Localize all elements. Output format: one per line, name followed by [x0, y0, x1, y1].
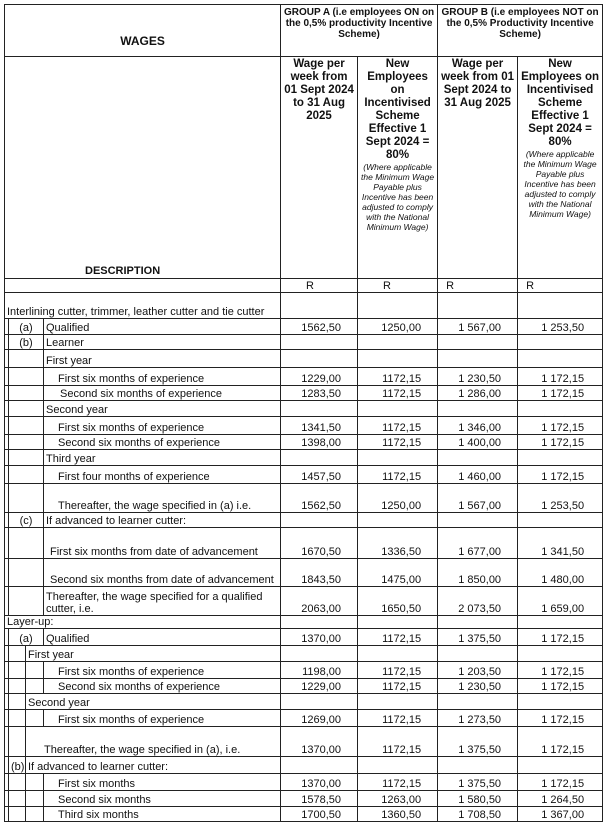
value-b-new: 1 253,50 — [518, 319, 603, 335]
value-b-new: 1 367,00 — [518, 807, 603, 822]
currency-b2: R — [518, 279, 603, 293]
indent-cell — [9, 484, 44, 513]
value-b-wage: 1 708,50 — [438, 807, 518, 822]
cell-empty — [438, 293, 518, 319]
value-b-wage: 1 460,00 — [438, 466, 518, 484]
row-desc: First six months of experience — [44, 368, 281, 386]
value-a-wage: 1398,00 — [281, 435, 358, 450]
cell-empty — [518, 401, 603, 417]
value-a-new: 1650,50 — [358, 587, 438, 616]
cell-empty — [281, 335, 358, 350]
cell-empty — [281, 450, 358, 466]
cell-empty — [518, 350, 603, 368]
indent-cell — [9, 466, 44, 484]
cell-empty — [518, 616, 603, 629]
row-desc: Second six months of experience — [44, 386, 281, 401]
value-b-new: 1 253,50 — [518, 484, 603, 513]
value-b-wage: 1 580,50 — [438, 791, 518, 807]
group-a-new-heading — [358, 57, 438, 279]
value-a-wage: 1562,50 — [281, 319, 358, 335]
value-a-wage: 2063,00 — [281, 587, 358, 616]
value-a-wage: 1370,00 — [281, 727, 358, 757]
value-b-new: 1 172,15 — [518, 727, 603, 757]
value-a-new: 1475,00 — [358, 559, 438, 587]
cell-empty — [358, 646, 438, 662]
value-b-wage: 1 850,00 — [438, 559, 518, 587]
value-b-wage: 1 375,50 — [438, 774, 518, 791]
value-b-wage: 1 273,50 — [438, 710, 518, 727]
row-desc: First year — [26, 646, 281, 662]
value-a-new: 1172,15 — [358, 774, 438, 791]
group-a-wage-heading: Wage per week from 01 Sept 2024 to 31 Aug 2025 — [281, 57, 358, 279]
currency-a2: R — [358, 279, 438, 293]
group-b-new-heading-bold: New Employees on Incentivised Scheme Effective 1 Sept 2024 = 80% — [521, 58, 600, 148]
cell-empty — [358, 757, 438, 774]
indent-cell — [9, 679, 26, 694]
cell-empty — [518, 513, 603, 528]
row-desc: Qualified — [44, 629, 281, 646]
indent-cell — [26, 679, 44, 694]
indent-cell — [9, 528, 44, 559]
value-a-wage: 1283,50 — [281, 386, 358, 401]
indent-cell — [9, 587, 44, 616]
currency-a1: R — [281, 279, 358, 293]
indent-cell — [26, 710, 44, 727]
wages-table — [4, 4, 603, 822]
value-b-new: 1 172,15 — [518, 368, 603, 386]
value-a-new: 1172,15 — [358, 662, 438, 679]
value-b-wage: 1 677,00 — [438, 528, 518, 559]
group-b-new-heading-note: (Where applicable the Minimum Wage Payable plus Incentive has been adjusted to comply with the National Minimum Wage) — [523, 149, 597, 219]
section-title: Layer-up: — [5, 616, 281, 629]
value-b-new: 1 172,15 — [518, 629, 603, 646]
cell-empty — [358, 694, 438, 710]
value-a-new: 1360,50 — [358, 807, 438, 822]
row-desc: Thereafter, the wage specified in (a), i.e. — [26, 727, 281, 757]
cell-empty — [438, 757, 518, 774]
group-b-heading: GROUP B (i.e employees NOT on the 0,5% Productivity Incentive Scheme) — [438, 5, 603, 57]
value-a-new: 1336,50 — [358, 528, 438, 559]
row-desc: Third six months — [44, 807, 281, 822]
value-a-new: 1172,15 — [358, 386, 438, 401]
cell-empty — [281, 757, 358, 774]
cell-empty — [518, 694, 603, 710]
row-desc: First six months of experience — [44, 417, 281, 435]
cell-empty — [358, 401, 438, 417]
row-desc: If advanced to learner cutter: — [26, 757, 281, 774]
group-a-heading: GROUP A (i.e employees ON on the 0,5% productivity Incentive Scheme) — [281, 5, 438, 57]
row-desc: Third year — [44, 450, 281, 466]
indent-cell — [9, 417, 44, 435]
cell-empty — [438, 646, 518, 662]
cell-empty — [438, 450, 518, 466]
cell-empty — [518, 757, 603, 774]
row-desc: First four months of experience — [44, 466, 281, 484]
value-a-wage: 1198,00 — [281, 662, 358, 679]
indent-cell — [9, 807, 26, 822]
item-label: (a) — [9, 629, 44, 646]
indent-cell — [9, 350, 44, 368]
indent-cell — [9, 774, 26, 791]
value-a-new: 1263,00 — [358, 791, 438, 807]
value-b-new: 1 172,15 — [518, 417, 603, 435]
indent-cell — [9, 401, 44, 417]
value-b-new: 1 172,15 — [518, 435, 603, 450]
cell-empty — [438, 616, 518, 629]
value-a-wage: 1370,00 — [281, 629, 358, 646]
row-desc: Second six months of experience — [44, 679, 281, 694]
value-a-new: 1172,15 — [358, 435, 438, 450]
row-desc: Learner — [44, 335, 281, 350]
indent-cell — [9, 694, 26, 710]
cell-empty — [438, 694, 518, 710]
value-b-new: 1 172,15 — [518, 466, 603, 484]
value-a-wage: 1269,00 — [281, 710, 358, 727]
indent-cell — [9, 662, 26, 679]
value-b-wage: 1 346,00 — [438, 417, 518, 435]
item-label: (b) — [9, 757, 26, 774]
value-a-new: 1250,00 — [358, 319, 438, 335]
indent-cell — [9, 559, 44, 587]
cell-empty — [518, 646, 603, 662]
value-a-wage: 1670,50 — [281, 528, 358, 559]
cell-empty — [438, 401, 518, 417]
section-title: Interlining cutter, trimmer, leather cutter and tie cutter — [5, 293, 281, 319]
value-b-new: 1 172,15 — [518, 386, 603, 401]
value-a-wage: 1229,00 — [281, 368, 358, 386]
row-desc: Second six months from date of advancement — [44, 559, 281, 587]
value-b-new: 1 341,50 — [518, 528, 603, 559]
cell-empty — [281, 694, 358, 710]
row-desc: First year — [44, 350, 281, 368]
cell-empty — [281, 513, 358, 528]
currency-b1: R — [438, 279, 518, 293]
item-label: (b) — [9, 335, 44, 350]
value-b-wage: 1 230,50 — [438, 368, 518, 386]
cell-empty — [438, 350, 518, 368]
value-a-wage: 1578,50 — [281, 791, 358, 807]
indent-cell — [9, 386, 44, 401]
cell-empty — [518, 335, 603, 350]
cell-empty — [358, 335, 438, 350]
row-desc: If advanced to learner cutter: — [44, 513, 281, 528]
cell-empty — [358, 350, 438, 368]
value-a-wage: 1341,50 — [281, 417, 358, 435]
value-b-new: 1 172,15 — [518, 662, 603, 679]
indent-cell — [26, 774, 44, 791]
indent-cell — [9, 435, 44, 450]
row-desc: Second six months of experience — [44, 435, 281, 450]
value-b-new: 1 659,00 — [518, 587, 603, 616]
value-b-wage: 1 203,50 — [438, 662, 518, 679]
cell-empty — [281, 646, 358, 662]
value-b-wage: 1 375,50 — [438, 629, 518, 646]
indent-cell — [9, 368, 44, 386]
indent-cell — [26, 807, 44, 822]
value-a-wage: 1457,50 — [281, 466, 358, 484]
value-a-wage: 1562,50 — [281, 484, 358, 513]
row-desc: First six months of experience — [44, 662, 281, 679]
group-b-new-heading — [518, 57, 603, 279]
group-a-new-heading-note: (Where applicable the Minimum Wage Payable plus Incentive has been adjusted to comply with the National Minimum Wage) — [361, 162, 435, 232]
value-b-new: 1 480,00 — [518, 559, 603, 587]
indent-cell — [9, 791, 26, 807]
cell-empty — [358, 616, 438, 629]
value-b-wage: 1 567,00 — [438, 319, 518, 335]
value-a-new: 1172,15 — [358, 710, 438, 727]
group-b-wage-heading: Wage per week from 01 Sept 2024 to 31 Aug 2025 — [438, 57, 518, 279]
row-desc: First six months — [44, 774, 281, 791]
group-a-new-heading-bold: New Employees on Incentivised Scheme Effective 1 Sept 2024 = 80% — [364, 58, 431, 161]
indent-cell — [9, 710, 26, 727]
value-a-wage: 1843,50 — [281, 559, 358, 587]
wages-heading: WAGES — [5, 5, 281, 57]
indent-cell — [26, 662, 44, 679]
cell-empty — [281, 350, 358, 368]
value-b-wage: 1 375,50 — [438, 727, 518, 757]
value-b-new: 1 172,15 — [518, 679, 603, 694]
indent-cell — [9, 450, 44, 466]
value-b-wage: 1 567,00 — [438, 484, 518, 513]
indent-cell — [9, 727, 26, 757]
row-desc: Second six months — [44, 791, 281, 807]
value-a-wage: 1700,50 — [281, 807, 358, 822]
indent-cell — [9, 646, 26, 662]
cell-empty — [281, 401, 358, 417]
value-b-new: 1 172,15 — [518, 710, 603, 727]
value-b-new: 1 264,50 — [518, 791, 603, 807]
row-desc: Qualified — [44, 319, 281, 335]
value-a-new: 1172,15 — [358, 679, 438, 694]
indent-cell — [26, 791, 44, 807]
row-desc: Second year — [26, 694, 281, 710]
value-a-new: 1172,15 — [358, 417, 438, 435]
cell-empty — [358, 450, 438, 466]
value-a-wage: 1229,00 — [281, 679, 358, 694]
value-a-wage: 1370,00 — [281, 774, 358, 791]
cell-empty — [358, 513, 438, 528]
value-b-wage: 1 400,00 — [438, 435, 518, 450]
value-a-new: 1172,15 — [358, 629, 438, 646]
value-b-wage: 1 230,50 — [438, 679, 518, 694]
cell-empty — [518, 293, 603, 319]
cell-empty — [438, 513, 518, 528]
description-heading: DESCRIPTION — [5, 57, 281, 279]
value-b-wage: 2 073,50 — [438, 587, 518, 616]
cell-empty — [281, 293, 358, 319]
row-desc: Second year — [44, 401, 281, 417]
row-desc: Thereafter, the wage specified in (a) i.e. — [44, 484, 281, 513]
item-label: (a) — [9, 319, 44, 335]
cell-empty — [281, 616, 358, 629]
value-a-new: 1172,15 — [358, 368, 438, 386]
cell-empty — [518, 450, 603, 466]
cell-empty — [358, 293, 438, 319]
value-a-new: 1250,00 — [358, 484, 438, 513]
row-desc: First six months of experience — [44, 710, 281, 727]
cell-empty — [438, 335, 518, 350]
row-desc: First six months from date of advancement — [44, 528, 281, 559]
currency-blank — [5, 279, 281, 293]
row-desc: Thereafter, the wage specified for a qualified cutter, i.e. — [44, 587, 281, 616]
item-label: (c) — [9, 513, 44, 528]
value-b-new: 1 172,15 — [518, 774, 603, 791]
value-b-wage: 1 286,00 — [438, 386, 518, 401]
value-a-new: 1172,15 — [358, 466, 438, 484]
value-a-new: 1172,15 — [358, 727, 438, 757]
